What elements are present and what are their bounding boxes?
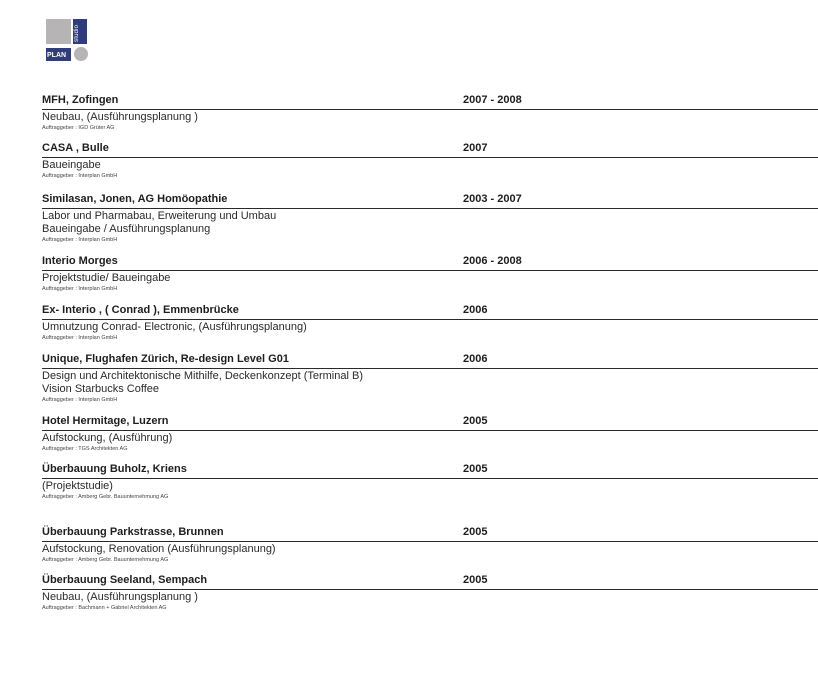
- project-year: 2007: [463, 142, 488, 154]
- project-year: 2003 - 2007: [463, 193, 522, 205]
- project-client: Auftraggeber : IGD Grüter AG: [42, 125, 115, 131]
- project-header: [42, 255, 818, 271]
- project-description: Baueingabe / Ausführungsplanung: [42, 223, 211, 235]
- project-title: Überbauung Seeland, Sempach: [42, 574, 208, 586]
- logo-gray-square: [46, 19, 71, 44]
- project-client: Auftraggeber : Interplan GmbH: [42, 397, 118, 403]
- company-logo: [46, 19, 94, 63]
- project-entry: [42, 142, 818, 193]
- project-title: Ex- Interio , ( Conrad ), Emmenbrücke: [42, 304, 239, 316]
- project-title: Überbauung Parkstrasse, Brunnen: [42, 526, 224, 538]
- project-year: 2005: [463, 526, 488, 538]
- project-header: [42, 142, 818, 158]
- project-header: [42, 463, 818, 479]
- project-year: 2005: [463, 415, 488, 427]
- project-year: 2007 - 2008: [463, 94, 522, 106]
- project-client: Auftraggeber : Interplan GmbH: [42, 237, 118, 243]
- project-year: 2006: [463, 304, 488, 316]
- project-client: Auftraggeber : Amberg Gebr. Bauunternehmung AG: [42, 557, 169, 563]
- project-client: Auftraggeber : Amberg Gebr. Bauunternehmung AG: [42, 494, 169, 500]
- project-header: [42, 526, 818, 542]
- project-client: Auftraggeber : Bachmann + Gabriel Architekten AG: [42, 605, 167, 611]
- project-entry: [42, 574, 818, 622]
- project-title: CASA , Bulle: [42, 142, 109, 154]
- project-header: [42, 415, 818, 431]
- project-description: (Projektstudie): [42, 480, 113, 492]
- project-title: Unique, Flughafen Zürich, Re-design Level G01: [42, 353, 289, 365]
- project-client: Auftraggeber : Interplan GmbH: [42, 173, 118, 179]
- project-title: Similasan, Jonen, AG Homöopathie: [42, 193, 228, 205]
- project-year: 2006: [463, 353, 488, 365]
- project-description: Aufstockung, Renovation (Ausführungsplanung): [42, 543, 276, 555]
- project-description: Neubau, (Ausführungsplanung ): [42, 111, 198, 123]
- logo-plan-label: PLAN: [46, 48, 71, 61]
- project-entry: [42, 526, 818, 574]
- project-title: Hotel Hermitage, Luzern: [42, 415, 169, 427]
- project-description: Design und Architektonische Mithilfe, Deckenkonzept (Terminal B): [42, 370, 363, 382]
- project-title: Interio Morges: [42, 255, 118, 267]
- project-entry: [42, 463, 818, 526]
- project-client: Auftraggeber : TGS Architekten AG: [42, 446, 128, 452]
- project-title: MFH, Zofingen: [42, 94, 119, 106]
- project-entry: [42, 415, 818, 463]
- logo-gray-circle: [74, 47, 88, 61]
- project-description: Vision Starbucks Coffee: [42, 383, 159, 395]
- project-client: Auftraggeber : Interplan GmbH: [42, 335, 118, 341]
- project-description: Aufstockung, (Ausführung): [42, 432, 173, 444]
- project-title: Überbauung Buholz, Kriens: [42, 463, 187, 475]
- project-year: 2005: [463, 574, 488, 586]
- project-entry: [42, 353, 818, 415]
- project-header: [42, 304, 818, 320]
- project-year: 2005: [463, 463, 488, 475]
- project-entry: [42, 193, 818, 255]
- project-header: [42, 94, 818, 110]
- project-list: [42, 94, 818, 622]
- project-entry: [42, 304, 818, 353]
- project-year: 2006 - 2008: [463, 255, 522, 267]
- project-header: [42, 193, 818, 209]
- project-entry: [42, 94, 818, 142]
- project-header: [42, 353, 818, 369]
- project-header: [42, 574, 818, 590]
- project-client: Auftraggeber : Interplan GmbH: [42, 286, 118, 292]
- project-description: Neubau, (Ausführungsplanung ): [42, 591, 198, 603]
- project-description: Baueingabe: [42, 159, 101, 171]
- project-description: Umnutzung Conrad- Electronic, (Ausführungsplanung): [42, 321, 307, 333]
- project-entry: [42, 255, 818, 304]
- logo-blue-bar: [73, 19, 87, 44]
- project-description: Projektstudie/ Baueingabe: [42, 272, 171, 284]
- logo-side-text: studio: [74, 24, 80, 42]
- project-description: Labor und Pharmabau, Erweiterung und Umbau: [42, 210, 277, 222]
